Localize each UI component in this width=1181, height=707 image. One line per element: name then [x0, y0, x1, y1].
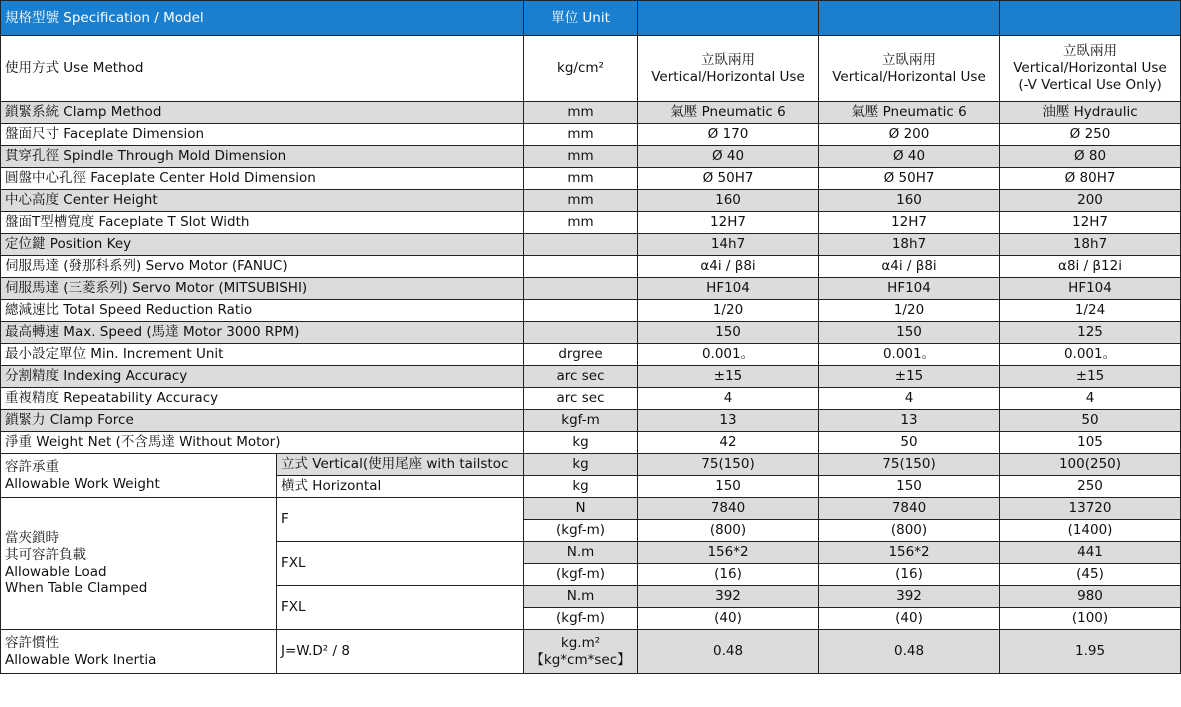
- row-value: ±15: [638, 366, 819, 388]
- row-label: 圓盤中心孔徑 Faceplate Center Hold Dimension: [1, 168, 524, 190]
- row-label: 使用方式 Use Method: [1, 36, 524, 102]
- row-value: (45): [1000, 564, 1181, 586]
- row-value: 13: [638, 410, 819, 432]
- row-value: (16): [638, 564, 819, 586]
- row-unit: N.m: [524, 542, 638, 564]
- row-label: 盤面尺寸 Faceplate Dimension: [1, 124, 524, 146]
- row-unit: [524, 234, 638, 256]
- row-unit: mm: [524, 190, 638, 212]
- row-value: 7840: [819, 498, 1000, 520]
- row-value: 1/20: [638, 300, 819, 322]
- row-value: 42: [638, 432, 819, 454]
- row-label: 貫穿孔徑 Spindle Through Mold Dimension: [1, 146, 524, 168]
- row-unit: drgree: [524, 344, 638, 366]
- row-unit: mm: [524, 102, 638, 124]
- row-value: 立臥兩用 Vertical/Horizontal Use (-V Vertical Use Only): [1000, 36, 1181, 102]
- row-unit: (kgf-m): [524, 520, 638, 542]
- row-value: 14h7: [638, 234, 819, 256]
- model-header-2: [819, 1, 1000, 36]
- row-value: 150: [638, 322, 819, 344]
- row-value: 0.001。: [638, 344, 819, 366]
- row-unit: arc sec: [524, 388, 638, 410]
- row-value: 0.001。: [1000, 344, 1181, 366]
- row-label: 最小設定單位 Min. Increment Unit: [1, 344, 524, 366]
- row-value: 50: [819, 432, 1000, 454]
- row-value: 0.48: [819, 630, 1000, 674]
- row-value: Ø 170: [638, 124, 819, 146]
- table-row: [1, 234, 1181, 256]
- row-value: 100(250): [1000, 454, 1181, 476]
- row-value: α4i / β8i: [819, 256, 1000, 278]
- row-label: 伺服馬達 (三菱系列) Servo Motor (MITSUBISHI): [1, 278, 524, 300]
- table-row: [1, 410, 1181, 432]
- table-row: [1, 454, 1181, 476]
- row-value: Ø 40: [819, 146, 1000, 168]
- row-value: 200: [1000, 190, 1181, 212]
- table-row: [1, 344, 1181, 366]
- row-value: Ø 80H7: [1000, 168, 1181, 190]
- row-value: Ø 250: [1000, 124, 1181, 146]
- row-value: 立臥兩用 Vertical/Horizontal Use: [638, 36, 819, 102]
- model-header-1: [638, 1, 819, 36]
- row-value: 980: [1000, 586, 1181, 608]
- row-value: 0.48: [638, 630, 819, 674]
- row-value: HF104: [638, 278, 819, 300]
- row-label: 分割精度 Indexing Accuracy: [1, 366, 524, 388]
- row-label: 重複精度 Repeatability Accuracy: [1, 388, 524, 410]
- table-row: [1, 146, 1181, 168]
- row-value: 1/24: [1000, 300, 1181, 322]
- inertia-label: 容許慣性 Allowable Work Inertia: [1, 630, 277, 674]
- row-value: 4: [638, 388, 819, 410]
- row-value: ±15: [1000, 366, 1181, 388]
- row-unit: mm: [524, 146, 638, 168]
- row-unit: (kgf-m): [524, 608, 638, 630]
- row-label: 中心高度 Center Height: [1, 190, 524, 212]
- row-value: (16): [819, 564, 1000, 586]
- table-row: [1, 498, 1181, 520]
- row-label: 淨重 Weight Net (不含馬達 Without Motor): [1, 432, 524, 454]
- row-unit: mm: [524, 212, 638, 234]
- row-value: 7840: [638, 498, 819, 520]
- load-group-label: F: [277, 498, 524, 542]
- row-unit: kg: [524, 454, 638, 476]
- row-value: 4: [819, 388, 1000, 410]
- table-row: [1, 388, 1181, 410]
- row-label: 鎖緊系統 Clamp Method: [1, 102, 524, 124]
- row-value: 150: [819, 322, 1000, 344]
- row-value: Ø 80: [1000, 146, 1181, 168]
- row-value: 75(150): [638, 454, 819, 476]
- row-value: HF104: [819, 278, 1000, 300]
- row-unit: arc sec: [524, 366, 638, 388]
- row-value: 1/20: [819, 300, 1000, 322]
- row-value: α4i / β8i: [638, 256, 819, 278]
- row-unit: kg: [524, 432, 638, 454]
- table-row: [1, 190, 1181, 212]
- row-value: 150: [638, 476, 819, 498]
- row-unit: kg.m² 【kg*cm*sec】: [524, 630, 638, 674]
- row-value: (800): [638, 520, 819, 542]
- table-row: [1, 168, 1181, 190]
- table-row: [1, 102, 1181, 124]
- row-value: (40): [819, 608, 1000, 630]
- row-sublabel: 横式 Horizontal: [277, 476, 524, 498]
- load-group-label: FXL: [277, 586, 524, 630]
- inertia-formula: J=W.D² / 8: [277, 630, 524, 674]
- row-value: 18h7: [1000, 234, 1181, 256]
- row-label: 總減速比 Total Speed Reduction Ratio: [1, 300, 524, 322]
- row-unit: (kgf-m): [524, 564, 638, 586]
- table-row: [1, 212, 1181, 234]
- row-value: 12H7: [1000, 212, 1181, 234]
- row-value: 1.95: [1000, 630, 1181, 674]
- table-row: [1, 366, 1181, 388]
- allowable-load-label: 當夾鎖時 其可容許負載 Allowable Load When Table Clamped: [1, 498, 277, 630]
- row-label: 最高轉速 Max. Speed (馬達 Motor 3000 RPM): [1, 322, 524, 344]
- table-row: [1, 432, 1181, 454]
- row-value: Ø 50H7: [638, 168, 819, 190]
- row-value: HF104: [1000, 278, 1181, 300]
- row-value: Ø 50H7: [819, 168, 1000, 190]
- row-value: 4: [1000, 388, 1181, 410]
- row-unit: kgf-m: [524, 410, 638, 432]
- row-value: 12H7: [638, 212, 819, 234]
- row-value: 0.001。: [819, 344, 1000, 366]
- row-value: 12H7: [819, 212, 1000, 234]
- row-value: 50: [1000, 410, 1181, 432]
- row-value: α8i / β12i: [1000, 256, 1181, 278]
- spec-header: 規格型號 Specification / Model: [1, 1, 524, 36]
- row-value: 13720: [1000, 498, 1181, 520]
- row-sublabel: 立式 Vertical(使用尾座 with tailstoc: [277, 454, 524, 476]
- row-unit: [524, 256, 638, 278]
- row-value: 氣壓 Pneumatic 6: [819, 102, 1000, 124]
- row-value: 18h7: [819, 234, 1000, 256]
- table-row: [1, 322, 1181, 344]
- row-value: 13: [819, 410, 1000, 432]
- row-unit: [524, 322, 638, 344]
- row-value: 160: [638, 190, 819, 212]
- row-value: 392: [638, 586, 819, 608]
- model-header-3: [1000, 1, 1181, 36]
- row-label: 伺服馬達 (發那科系列) Servo Motor (FANUC): [1, 256, 524, 278]
- row-value: (800): [819, 520, 1000, 542]
- row-value: 441: [1000, 542, 1181, 564]
- row-unit: mm: [524, 168, 638, 190]
- row-unit: kg/cm²: [524, 36, 638, 102]
- row-value: 立臥兩用 Vertical/Horizontal Use: [819, 36, 1000, 102]
- row-unit: kg: [524, 476, 638, 498]
- row-value: ±15: [819, 366, 1000, 388]
- row-value: 150: [819, 476, 1000, 498]
- row-value: Ø 40: [638, 146, 819, 168]
- row-value: 125: [1000, 322, 1181, 344]
- row-value: 油壓 Hydraulic: [1000, 102, 1181, 124]
- table-row: [1, 256, 1181, 278]
- row-label: 鎖緊力 Clamp Force: [1, 410, 524, 432]
- row-value: (100): [1000, 608, 1181, 630]
- row-value: (40): [638, 608, 819, 630]
- table-row: [1, 36, 1181, 102]
- row-value: 75(150): [819, 454, 1000, 476]
- row-value: 392: [819, 586, 1000, 608]
- load-group-label: FXL: [277, 542, 524, 586]
- row-value: (1400): [1000, 520, 1181, 542]
- unit-header: 單位 Unit: [524, 1, 638, 36]
- row-unit: N.m: [524, 586, 638, 608]
- table-row: [1, 300, 1181, 322]
- row-unit: [524, 300, 638, 322]
- row-unit: [524, 278, 638, 300]
- row-unit: mm: [524, 124, 638, 146]
- row-unit: N: [524, 498, 638, 520]
- work-weight-label: 容許承重 Allowable Work Weight: [1, 454, 277, 498]
- row-value: 160: [819, 190, 1000, 212]
- row-value: 156*2: [819, 542, 1000, 564]
- header-row: [1, 1, 1181, 36]
- row-value: 氣壓 Pneumatic 6: [638, 102, 819, 124]
- row-value: Ø 200: [819, 124, 1000, 146]
- table-row: [1, 630, 1181, 674]
- table-row: [1, 124, 1181, 146]
- row-value: 156*2: [638, 542, 819, 564]
- row-label: 定位鍵 Position Key: [1, 234, 524, 256]
- table-row: [1, 278, 1181, 300]
- row-label: 盤面T型槽寬度 Faceplate T Slot Width: [1, 212, 524, 234]
- row-value: 250: [1000, 476, 1181, 498]
- row-value: 105: [1000, 432, 1181, 454]
